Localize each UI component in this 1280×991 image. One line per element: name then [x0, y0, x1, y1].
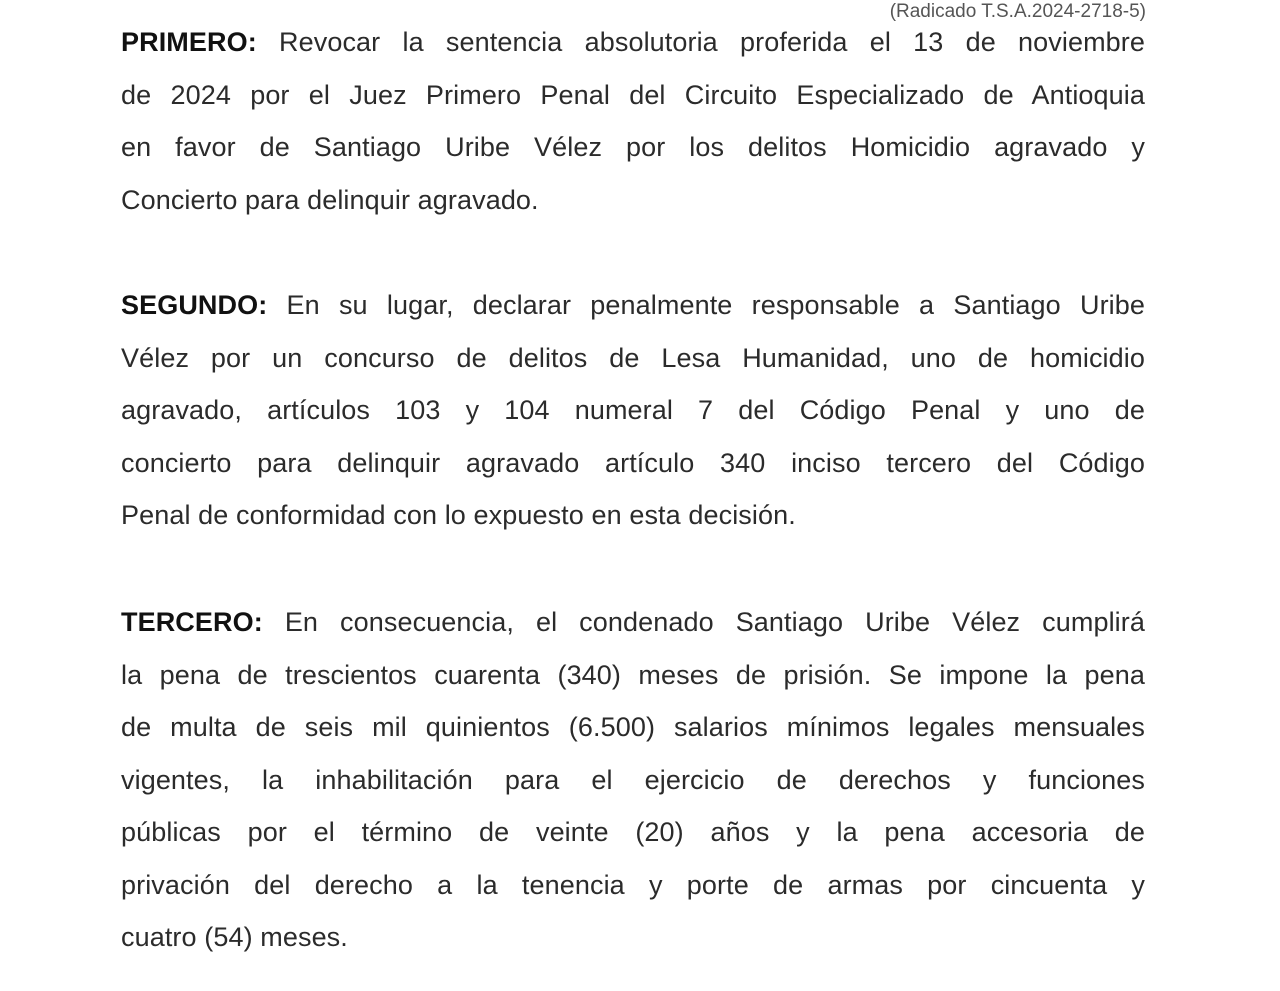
line-text: En su lugar, declarar penalmente responsable a Santiago Uribe [267, 290, 1145, 320]
paragraph-segundo [121, 279, 1145, 542]
paragraph-line [121, 596, 1145, 649]
paragraph-line: privación del derecho a la tenencia y porte de armas por cincuenta y [121, 869, 1145, 900]
paragraph-line: Vélez por un concurso de delitos de Lesa Humanidad, uno de homicidio [121, 342, 1145, 373]
paragraph-line [121, 279, 1145, 332]
paragraph-line: de 2024 por el Juez Primero Penal del Circuito Especializado de Antioquia [121, 79, 1145, 110]
paragraph-line: públicas por el término de veinte (20) años y la pena accesoria de [121, 817, 1145, 847]
paragraph-tercero [121, 596, 1145, 964]
paragraph-line: cuatro (54) meses. [121, 922, 348, 952]
paragraph-line [121, 16, 1145, 69]
paragraph-line: de multa de seis mil quinientos (6.500) salarios mínimos legales mensuales [121, 712, 1145, 742]
paragraph-line: en favor de Santiago Uribe Vélez por los delitos Homicidio agravado y [121, 132, 1145, 162]
paragraph-line: Penal de conformidad con lo expuesto en esta decisión. [121, 500, 796, 530]
paragraph-line: vigentes, la inhabilitación para el ejercicio de derechos y funciones [121, 764, 1145, 795]
line-text: Revocar la sentencia absolutoria proferida el 13 de noviembre [256, 27, 1145, 57]
paragraph-line: agravado, artículos 103 y 104 numeral 7 del Código Penal y uno de [121, 395, 1145, 425]
paragraph-line: concierto para delinquir agravado artículo 340 inciso tercero del Código [121, 447, 1145, 478]
paragraph-lead-segundo: SEGUNDO: [121, 290, 268, 320]
paragraph-lead-tercero: TERCERO: [121, 607, 263, 637]
paragraph-lead-primero: PRIMERO: [121, 27, 257, 57]
paragraph-line: Concierto para delinquir agravado. [121, 184, 539, 215]
paragraph-primero [121, 16, 1145, 226]
line-text: En consecuencia, el condenado Santiago Uribe Vélez cumplirá [262, 607, 1145, 637]
paragraph-line: la pena de trescientos cuarenta (340) meses de prisión. Se impone la pena [121, 659, 1145, 690]
radicado-header: (Radicado T.S.A.2024-2718-5) [889, 1, 1146, 22]
